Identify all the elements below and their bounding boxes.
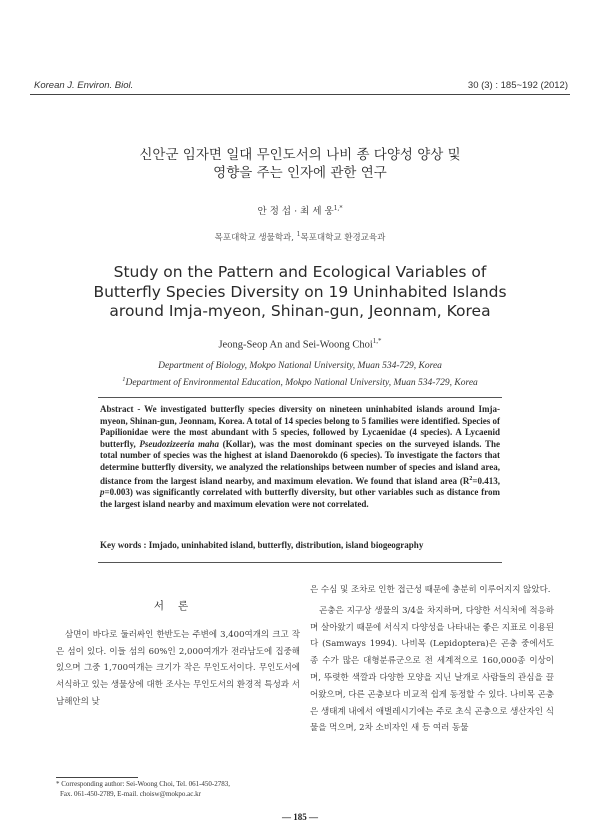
korean-authors-sup: 1,* [333,204,343,212]
abstract-text3: =0.413, [472,475,500,486]
right-paragraph2: 곤충은 지구상 생물의 3/4을 차지하며, 다양한 서식처에 적응하며 살아왔기 때문에 서식지 다양성을 나타내는 좋은 지표로 이용된다 (Samways 1994). 나비목 (Lepidoptera)은 곤충 중에서도 종 수가 많은 대형분류군으로 전 세계적으로 160,000종 이상이며, 뚜렷한 색깔과 다양한 모양을 지닌 날개로 사람들의 관심을 끌어왔으며, 다른 곤충보다 비교적 쉽게 동정할 수 있다. 나비목 곤충은 생태계 내에서 애벌레시기에는 주로 초식 곤충으로 생산자인 식물을 먹으며, 2차 소비자인 새 등 여러 동물 [310,605,554,734]
korean-affiliation-sup: 1 [296,231,301,239]
english-title [60,263,540,322]
english-affiliation1: Department of Biology, Mokpo National University, Muan 534-729, Korea [158,361,442,371]
footnote [56,780,306,799]
korean-authors [60,203,540,217]
left-paragraph: 삼면이 바다로 둘러싸인 한반도는 주변에 3,400여개의 크고 작은 섬이 있다. 이들 섬의 60%인 2,000여개가 전라남도에 집중해 있으며 그중 1,700여개는 크기가 작은 무인도서이다. 무인도서에 서식하고 있는 생물상에 대한 조사는 무인도서의 환경적 특성과 서남해안의 낮 [56,629,300,707]
abstract-species: Pseudozizeeria maha [139,438,219,449]
abstract-label: Abstract [100,404,134,414]
abstract-p-label: p [100,487,105,498]
english-title-line3: around Imja-myeon, Shinan-gun, Jeonnam, Korea [109,302,491,320]
abstract-top-rule [98,397,502,398]
english-affiliation2-sup: 1 [122,376,126,383]
footnote-rule [56,777,138,778]
section-heading: 서론 [153,600,203,612]
english-authors [60,337,540,351]
korean-affiliation-b: 목포대학교 환경교육과 [300,233,386,243]
header-rule [30,94,570,95]
korean-affiliation [60,231,540,243]
abstract [100,404,500,510]
keywords [100,540,500,550]
journal-name: Korean J. Environ. Biol. [34,80,134,91]
korean-authors-names: 안 정 섭 · 최 세 웅 [257,206,334,217]
english-title-line2: Butterfly Species Diversity on 19 Uninhabited Islands [93,282,507,301]
english-affiliation2-line [60,373,540,390]
abstract-bottom-rule [98,562,502,563]
korean-title-line2: 영향을 주는 인자에 관한 연구 [213,165,387,181]
volume-info: 30 (3) : 185~192 (2012) [467,80,568,91]
footnote-line1: * Corresponding author: Sei-Woong Choi, Tel. 061-450-2783, [56,780,230,788]
english-affiliation2: Department of Environmental Education, Mokpo National University, Muan 534-729, Korea [125,378,478,389]
right-paragraph1: 은 수심 및 조차로 인한 접근성 때문에 충분히 이루어지지 않았다. [310,585,551,595]
korean-affiliation-a: 목포대학교 생물학과, [214,233,297,243]
korean-title [60,146,540,182]
footnote-line2: Fax. 061-450-2789, E-mail. choisw@mokpo.ac.kr [60,789,201,798]
abstract-stat-sup: 2 [469,475,473,482]
body-left-column [56,582,300,711]
english-title-line1: Study on the Pattern and Ecological Variables of [113,263,487,281]
keywords-label: Key words [100,540,142,550]
abstract-text2: (Kollar), was the most dominant species on the surveyed islands. The total number of species was the highest at island Daenorokdo (6 species). To investigate the factors that determine butterfly diversity, we analyzed the relationships between number of species and island area, distance from the largest island nearby, and maximum elevation. We found that island area (R [100,438,500,486]
english-authors-sup: 1,* [372,337,382,345]
keywords-text: : Imjado, uninhabited island, butterfly, distribution, island biogeography [141,540,424,550]
korean-title-line1: 신안군 임자면 일대 무인도서의 나비 종 다양성 양상 및 [139,147,461,163]
body-right-column [310,582,554,737]
english-affiliation [60,359,540,390]
page-number: — 185 — [282,812,318,822]
abstract-text4: =0.003) was significantly correlated with butterfly diversity, but other variables such as distance from the largest island nearby and maximum elevation were not correlated. [100,487,500,509]
abstract-text1: - We investigated butterfly species diversity on nineteen uninhabited islands around Imja-myeon, Shinan-gun, Jeonnam, Korea. A total of 14 species belong to 5 families were identified. Species of Papilionidae were the most abundant with 5 species, followed by Lycaenidae (4 species). A Lycaenid butterfly, [100,404,500,449]
running-header [30,78,570,92]
english-authors-names: Jeong-Seop An and Sei-Woong Choi [218,339,373,351]
